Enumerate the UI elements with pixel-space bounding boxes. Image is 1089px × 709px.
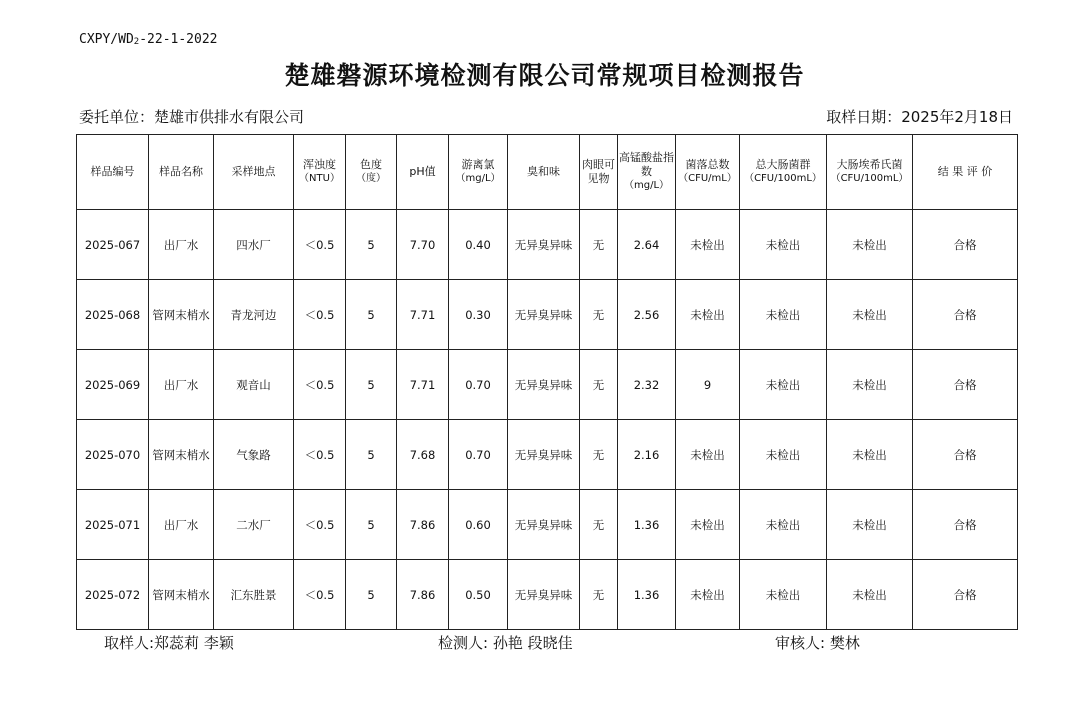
table-cell: ＜0.5	[294, 490, 346, 560]
column-header	[580, 135, 618, 210]
table-cell: 四水厂	[214, 210, 294, 280]
table-cell: 未检出	[740, 490, 827, 560]
table-cell: 1.36	[618, 560, 676, 630]
table-cell: 未检出	[676, 280, 740, 350]
table-cell: ＜0.5	[294, 560, 346, 630]
table-cell: 0.50	[449, 560, 508, 630]
column-header-label: 大肠埃希氏菌	[836, 158, 903, 171]
table-cell: 无异臭异味	[508, 210, 580, 280]
table-cell: 5	[346, 280, 397, 350]
column-header-label: pH值	[409, 165, 436, 178]
table-cell: 1.36	[618, 490, 676, 560]
table-cell: 2025-070	[77, 420, 149, 490]
table-cell: ＜0.5	[294, 280, 346, 350]
table-cell: 2.16	[618, 420, 676, 490]
table-cell: 合格	[913, 560, 1018, 630]
column-header	[913, 135, 1018, 210]
table-cell: 出厂水	[149, 210, 214, 280]
table-cell: 未检出	[740, 560, 827, 630]
table-cell: 7.68	[397, 420, 449, 490]
column-header	[397, 135, 449, 210]
table-cell: 无异臭异味	[508, 280, 580, 350]
column-header	[508, 135, 580, 210]
table-cell: 0.60	[449, 490, 508, 560]
table-cell: 管网末梢水	[149, 420, 214, 490]
column-header-label: 结 果 评 价	[937, 165, 993, 178]
column-header-label: 游离氯	[461, 158, 495, 171]
table-cell: 7.86	[397, 560, 449, 630]
table-cell: 未检出	[740, 210, 827, 280]
column-header-unit: （NTU）	[299, 173, 340, 184]
table-cell: 无	[580, 420, 618, 490]
table-cell: ＜0.5	[294, 350, 346, 420]
column-header-label: 样品编号	[90, 165, 135, 178]
table-cell: 未检出	[676, 420, 740, 490]
table-cell: 5	[346, 560, 397, 630]
table-cell: 出厂水	[149, 350, 214, 420]
table-cell: 合格	[913, 420, 1018, 490]
column-header-label: 肉眼可见物	[582, 158, 615, 185]
table-cell: 无异臭异味	[508, 490, 580, 560]
table-cell: 0.40	[449, 210, 508, 280]
table-cell: 2.64	[618, 210, 676, 280]
table-cell: 汇东胜景	[214, 560, 294, 630]
table-cell: 未检出	[827, 280, 913, 350]
table-cell: 5	[346, 420, 397, 490]
table-row	[77, 420, 1018, 490]
tester-signature: 检测人: 孙艳 段晓佳	[438, 634, 573, 652]
column-header	[449, 135, 508, 210]
table-cell: 未检出	[827, 490, 913, 560]
header-row	[77, 135, 1018, 210]
sample-date: 取样日期：2025年2月18日	[826, 108, 1013, 126]
results-table	[76, 134, 1018, 630]
table-cell: 0.70	[449, 350, 508, 420]
column-header-unit: （度）	[356, 173, 386, 184]
table-cell: 无异臭异味	[508, 560, 580, 630]
table-cell: 未检出	[740, 350, 827, 420]
column-header	[214, 135, 294, 210]
table-cell: 无异臭异味	[508, 420, 580, 490]
table-cell: 管网末梢水	[149, 560, 214, 630]
column-header-label: 采样地点	[231, 165, 276, 178]
column-header	[294, 135, 346, 210]
table-cell: 无	[580, 210, 618, 280]
column-header	[149, 135, 214, 210]
table-cell: 2.56	[618, 280, 676, 350]
table-cell: 2025-071	[77, 490, 149, 560]
table-row	[77, 280, 1018, 350]
table-cell: 无	[580, 280, 618, 350]
column-header-unit: （mg/L）	[455, 173, 501, 184]
table-cell: 管网末梢水	[149, 280, 214, 350]
table-cell: 7.70	[397, 210, 449, 280]
table-cell: 未检出	[740, 280, 827, 350]
table-cell: 合格	[913, 280, 1018, 350]
table-cell: 2025-068	[77, 280, 149, 350]
column-header	[346, 135, 397, 210]
table-cell: 9	[676, 350, 740, 420]
table-cell: 未检出	[676, 210, 740, 280]
table-cell: 未检出	[827, 560, 913, 630]
table-row	[77, 560, 1018, 630]
column-header-label: 总大肠菌群	[755, 158, 811, 171]
table-cell: 7.71	[397, 280, 449, 350]
table-cell: 气象路	[214, 420, 294, 490]
table-cell: 2.32	[618, 350, 676, 420]
table-cell: 未检出	[676, 560, 740, 630]
column-header	[827, 135, 913, 210]
table-cell: 未检出	[827, 210, 913, 280]
table-cell: 无	[580, 560, 618, 630]
table-cell: 合格	[913, 490, 1018, 560]
table-cell: 出厂水	[149, 490, 214, 560]
table-cell: 未检出	[827, 420, 913, 490]
table-cell: 5	[346, 490, 397, 560]
table-row	[77, 350, 1018, 420]
column-header-label: 菌落总数	[685, 158, 730, 171]
table-cell: 未检出	[740, 420, 827, 490]
column-header-label: 高锰酸盐指数	[619, 151, 674, 178]
table-cell: 7.71	[397, 350, 449, 420]
table-cell: ＜0.5	[294, 210, 346, 280]
table-cell: 5	[346, 350, 397, 420]
table-cell: 无	[580, 350, 618, 420]
column-header-label: 色度	[360, 158, 382, 171]
table-cell: 无异臭异味	[508, 350, 580, 420]
table-cell: 观音山	[214, 350, 294, 420]
table-cell: 未检出	[676, 490, 740, 560]
report-title: 楚雄磐源环境检测有限公司常规项目检测报告	[284, 61, 805, 90]
column-header	[77, 135, 149, 210]
table-cell: 0.30	[449, 280, 508, 350]
table-cell: 无	[580, 490, 618, 560]
table-cell: 2025-072	[77, 560, 149, 630]
sampler-signature: 取样人:郑蕊莉 李颖	[104, 634, 234, 652]
client-unit: 委托单位：楚雄市供排水有限公司	[79, 108, 305, 126]
table-cell: 合格	[913, 210, 1018, 280]
table-row	[77, 490, 1018, 560]
table-cell: 5	[346, 210, 397, 280]
column-header-label: 浑浊度	[303, 158, 336, 171]
column-header-label: 样品名称	[159, 165, 203, 178]
column-header-unit: （CFU/100mL）	[830, 173, 909, 184]
column-header-unit: （mg/L）	[623, 180, 670, 191]
column-header-unit: （CFU/100mL）	[744, 173, 822, 184]
table-cell: 2025-069	[77, 350, 149, 420]
table-cell: ＜0.5	[294, 420, 346, 490]
column-header-unit: （CFU/mL）	[678, 173, 737, 184]
table-cell: 二水厂	[214, 490, 294, 560]
table-cell: 合格	[913, 350, 1018, 420]
column-header	[676, 135, 740, 210]
table-row	[77, 210, 1018, 280]
reviewer-signature: 审核人: 樊林	[775, 634, 860, 652]
column-header	[618, 135, 676, 210]
table-cell: 2025-067	[77, 210, 149, 280]
table-cell: 未检出	[827, 350, 913, 420]
document-code: CXPY/WD2-22-1-2022	[79, 32, 218, 47]
table-cell: 0.70	[449, 420, 508, 490]
column-header	[740, 135, 827, 210]
table-cell: 7.86	[397, 490, 449, 560]
column-header-label: 臭和味	[527, 165, 560, 178]
table-cell: 青龙河边	[214, 280, 294, 350]
